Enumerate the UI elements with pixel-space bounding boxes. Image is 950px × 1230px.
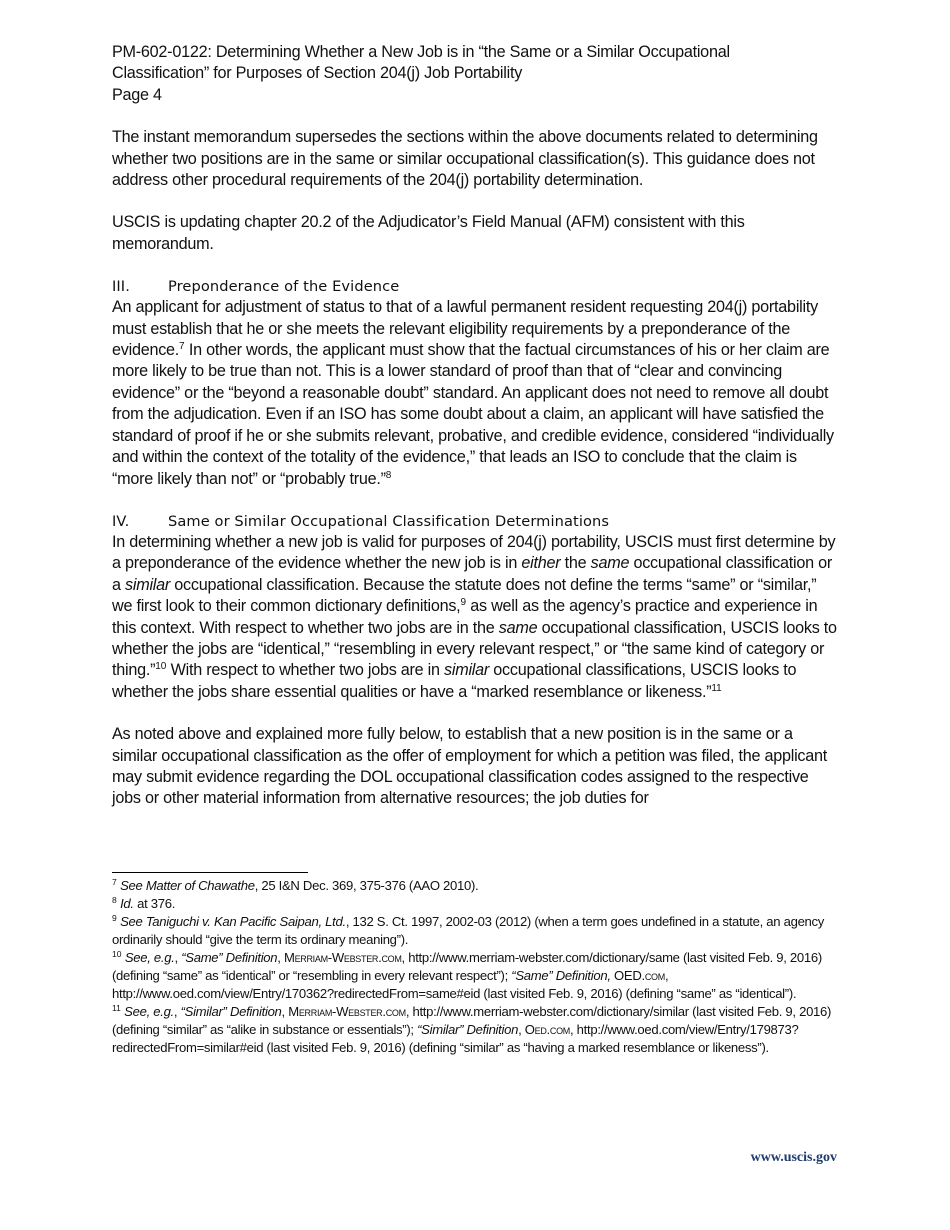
footnote-9: [112, 913, 840, 949]
footer-website-link[interactable]: www.uscis.gov: [750, 1150, 837, 1165]
header-title-line2: Classification” for Purposes of Section 204(j) Job Portability: [112, 64, 523, 83]
text-run: In other words, the applicant must show that the factual circumstances of his or her claim are more likely to be true than not. This is a lower standard of proof than that of “clear and convincing evidence” or the “beyond a reasonable doubt” standard. An applicant does not need to remove all doubt from the adjudication. Even if an ISO has some doubt about a claim, an applicant will have satisfied the standard of proof if he or she submits relevant, probative, and credible evidence, considered “individually and within the context of the totality of the evidence,” that leads an ISO to conclude that the claim is “more likely than not” or “probably true.”: [112, 341, 834, 488]
paragraph-preponderance: [112, 297, 840, 490]
text-run: the: [560, 554, 591, 573]
emphasis: similar: [444, 661, 490, 680]
section-number: III.: [112, 278, 130, 296]
emphasis: same: [498, 618, 538, 637]
section-heading-iii: [112, 276, 840, 297]
footnote-text: at 376.: [133, 896, 176, 911]
page-header: [112, 42, 840, 106]
url-text: , http://www.oed.com/view/Entry/179873?redirectedFrom=similar#eid (last visited Feb. 9, 2016) (defining “similar” as “having a marked resemblance or likeness”).: [112, 1022, 799, 1055]
text-run: An applicant for adjustment of status to that of a lawful permanent resident requesting 204(j) portability must establish that he or she meets the relevant eligibility requirements by a preponderance of the evidence.: [112, 298, 818, 360]
text-run: ,: [281, 1004, 289, 1019]
case-citation: See Matter of Chawathe: [120, 878, 255, 893]
source-name: Merriam-Webster.com: [288, 1004, 406, 1019]
definition-title: “Same” Definition: [181, 950, 278, 965]
text-run: ,: [277, 950, 284, 965]
section-title: Same or Similar Occupational Classification Determinations: [168, 512, 610, 530]
footnote-divider: [112, 872, 308, 873]
header-page-number: Page 4: [112, 85, 162, 104]
footnote-number: 7: [112, 877, 117, 887]
signal: See, e.g.: [124, 1004, 174, 1019]
footnote-ref-9[interactable]: 9: [460, 597, 466, 609]
footnote-8: [112, 895, 840, 913]
text-run: as well as the agency’s practice and experience in this context. With respect to whether two jobs are in the: [112, 597, 818, 637]
source-name: OED.com: [614, 968, 665, 983]
footnote-number: 9: [112, 913, 117, 923]
text-run: occupational classifications, USCIS looks to whether the jobs share essential qualities or have a “marked resemblance or likeness.”: [112, 661, 797, 701]
footnotes: [112, 877, 840, 1057]
header-title-line1: PM-602-0122: Determining Whether a New Job is in “the Same or a Similar Occupational: [112, 43, 730, 61]
section-heading-iv: [112, 511, 840, 532]
definition-title: “Similar” Definition: [417, 1022, 519, 1037]
source-name: Oed.com: [524, 1022, 570, 1037]
footnote-number: 11: [112, 1003, 121, 1013]
text-run: occupational classification, USCIS looks to whether the jobs are “identical,” “resembling in every relevant respect,” or “the same kind of category or thing.”: [112, 618, 837, 680]
emphasis: similar: [125, 575, 171, 594]
footnote-7: [112, 877, 840, 895]
case-citation: Id.: [120, 896, 134, 911]
text-run: occupational classification or a: [112, 554, 833, 594]
footnote-ref-11[interactable]: 11: [711, 682, 722, 694]
text-run: ,: [173, 1004, 181, 1019]
footnote-10: [112, 949, 840, 1003]
footnote-ref-7[interactable]: 7: [179, 341, 185, 353]
definition-title: “Same” Definition,: [511, 968, 611, 983]
signal: See, e.g.: [124, 950, 175, 965]
source-name: Merriam-Webster.com: [283, 950, 402, 965]
footnote-text: , 132 S. Ct. 1997, 2002-03 (2012) (when a term goes undefined in a statute, an agency ordinarily should “give the term its ordinary meaning”).: [112, 914, 825, 947]
paragraph-same-or-similar: [112, 532, 840, 703]
section-number: IV.: [112, 512, 130, 530]
text-run: ,: [518, 1022, 525, 1037]
text-run: With respect to whether two jobs are in: [166, 661, 445, 680]
footnote-number: 10: [112, 949, 122, 959]
text-run: ,: [174, 950, 182, 965]
memo-page: [112, 42, 840, 810]
footnote-11: [112, 1003, 840, 1057]
paragraph-supersedes: The instant memorandum supersedes the sections within the above documents related to determining whether two positions are in the same or similar occupational classification(s). This guidance does not address other procedural requirements of the 204(j) portability determination.: [112, 128, 818, 190]
text-run: occupational classification. Because the statute does not define the terms “same” or “similar,” we first look to their common dictionary definitions,: [112, 575, 817, 616]
text-run: In determining whether a new job is valid for purposes of 204(j) portability, USCIS must first determine by a preponderance of the evidence whether the new job is in: [112, 532, 836, 573]
footnote-ref-8[interactable]: 8: [385, 469, 392, 481]
section-title: Preponderance of the Evidence: [168, 278, 400, 296]
url-text: , http://www.merriam-webster.com/dictionary/similar (last visited Feb. 9, 2016) (defining “similar” as “alike in substance or essentials”);: [112, 1004, 832, 1037]
paragraph-evidence: As noted above and explained more fully below, to establish that a new position is in the same or a similar occupational classification as the offer of employment for which a petition was filed, the applicant may submit evidence regarding the DOL occupational classification codes assigned to the respective jobs or other material information from alternative resources; the job duties for: [112, 725, 828, 808]
url-text: , http://www.merriam-webster.com/dictionary/same (last visited Feb. 9, 2016) (defining “same” as “identical” or “resembling in every relevant respect”);: [112, 950, 822, 983]
footnote-text: , 25 I&N Dec. 369, 375-376 (AAO 2010).: [254, 878, 479, 893]
paragraph-afm-update: USCIS is updating chapter 20.2 of the Adjudicator’s Field Manual (AFM) consistent with this memorandum.: [112, 213, 745, 253]
footnote-number: 8: [112, 895, 117, 905]
case-citation: See Taniguchi v. Kan Pacific Saipan, Ltd.: [120, 914, 346, 929]
definition-title: “Similar” Definition: [180, 1004, 282, 1019]
url-text: , http://www.oed.com/view/Entry/170362?redirectedFrom=same#eid (last visited Feb. 9, 2016) (defining “same” as “identical”).: [112, 968, 797, 1001]
emphasis: same: [590, 554, 630, 573]
emphasis: either: [521, 554, 561, 573]
footnote-ref-10[interactable]: 10: [155, 661, 167, 673]
